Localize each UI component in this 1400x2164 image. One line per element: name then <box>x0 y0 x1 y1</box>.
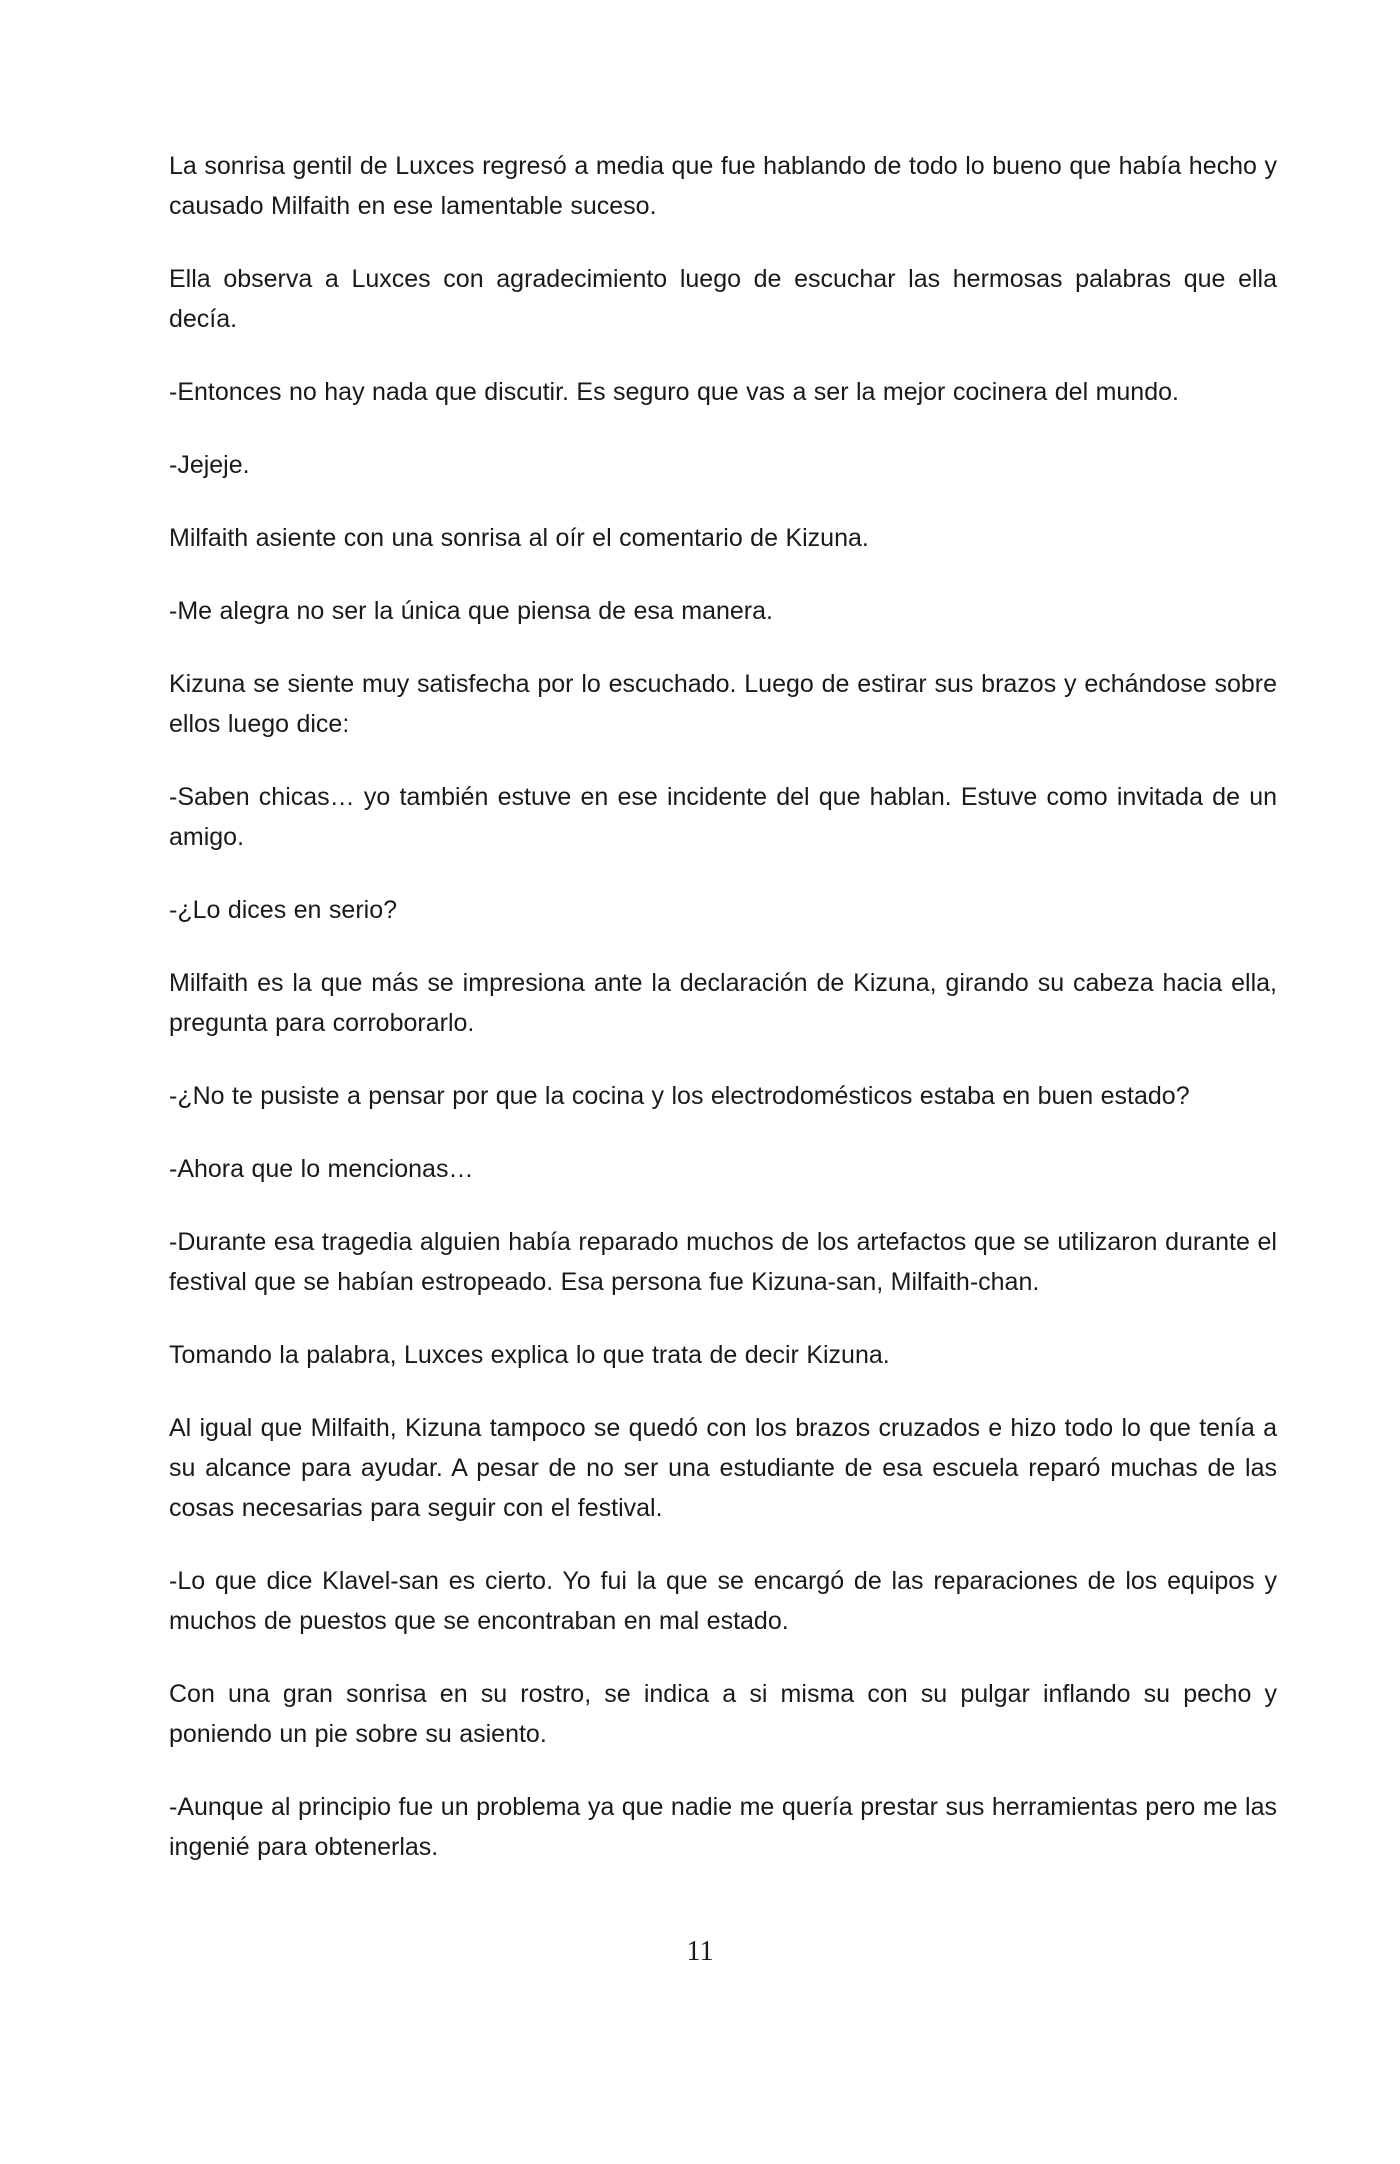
paragraph: -¿No te pusiste a pensar por que la cocina y los electrodomésticos estaba en buen estado? <box>169 1082 1190 1110</box>
paragraph: Tomando la palabra, Luxces explica lo que trata de decir Kizuna. <box>169 1341 890 1369</box>
paragraph: Milfaith asiente con una sonrisa al oír el comentario de Kizuna. <box>169 524 869 552</box>
paragraph: -¿Lo dices en serio? <box>169 896 398 924</box>
paragraph: -Durante esa tragedia alguien había reparado muchos de los artefactos que se utilizaron durante el festival que se habían estropeado. Esa persona fue Kizuna-san, Milfaith-chan. <box>169 1228 1277 1296</box>
paragraph: -Me alegra no ser la única que piensa de esa manera. <box>169 597 773 625</box>
paragraph: Kizuna se siente muy satisfecha por lo escuchado. Luego de estirar sus brazos y echándose sobre ellos luego dice: <box>169 670 1277 738</box>
paragraph: -Entonces no hay nada que discutir. Es seguro que vas a ser la mejor cocinera del mundo. <box>169 378 1179 406</box>
paragraph: -Aunque al principio fue un problema ya que nadie me quería prestar sus herramientas pero me las ingenié para obtenerlas. <box>169 1793 1277 1861</box>
body-text <box>169 146 1277 1900</box>
paragraph: -Jejeje. <box>169 451 250 479</box>
paragraph: La sonrisa gentil de Luxces regresó a media que fue hablando de todo lo bueno que había hecho y causado Milfaith en ese lamentable suceso. <box>169 152 1277 220</box>
paragraph: -Lo que dice Klavel-san es cierto. Yo fui la que se encargó de las reparaciones de los equipos y muchos de puestos que se encontraban en mal estado. <box>169 1567 1277 1635</box>
paragraph: Al igual que Milfaith, Kizuna tampoco se quedó con los brazos cruzados e hizo todo lo que tenía a su alcance para ayudar. A pesar de no ser una estudiante de esa escuela reparó muchas de las cosas necesarias para seguir con el festival. <box>169 1414 1277 1522</box>
paragraph: -Saben chicas… yo también estuve en ese incidente del que hablan. Estuve como invitada de un amigo. <box>169 783 1277 851</box>
paragraph: -Ahora que lo mencionas… <box>169 1155 474 1183</box>
paragraph: Milfaith es la que más se impresiona ante la declaración de Kizuna, girando su cabeza hacia ella, pregunta para corroborarlo. <box>169 969 1277 1037</box>
page-number: 11 <box>686 1936 714 1967</box>
paragraph: Con una gran sonrisa en su rostro, se indica a si misma con su pulgar inflando su pecho y poniendo un pie sobre su asiento. <box>169 1680 1277 1748</box>
paragraph: Ella observa a Luxces con agradecimiento luego de escuchar las hermosas palabras que ella decía. <box>169 265 1277 333</box>
